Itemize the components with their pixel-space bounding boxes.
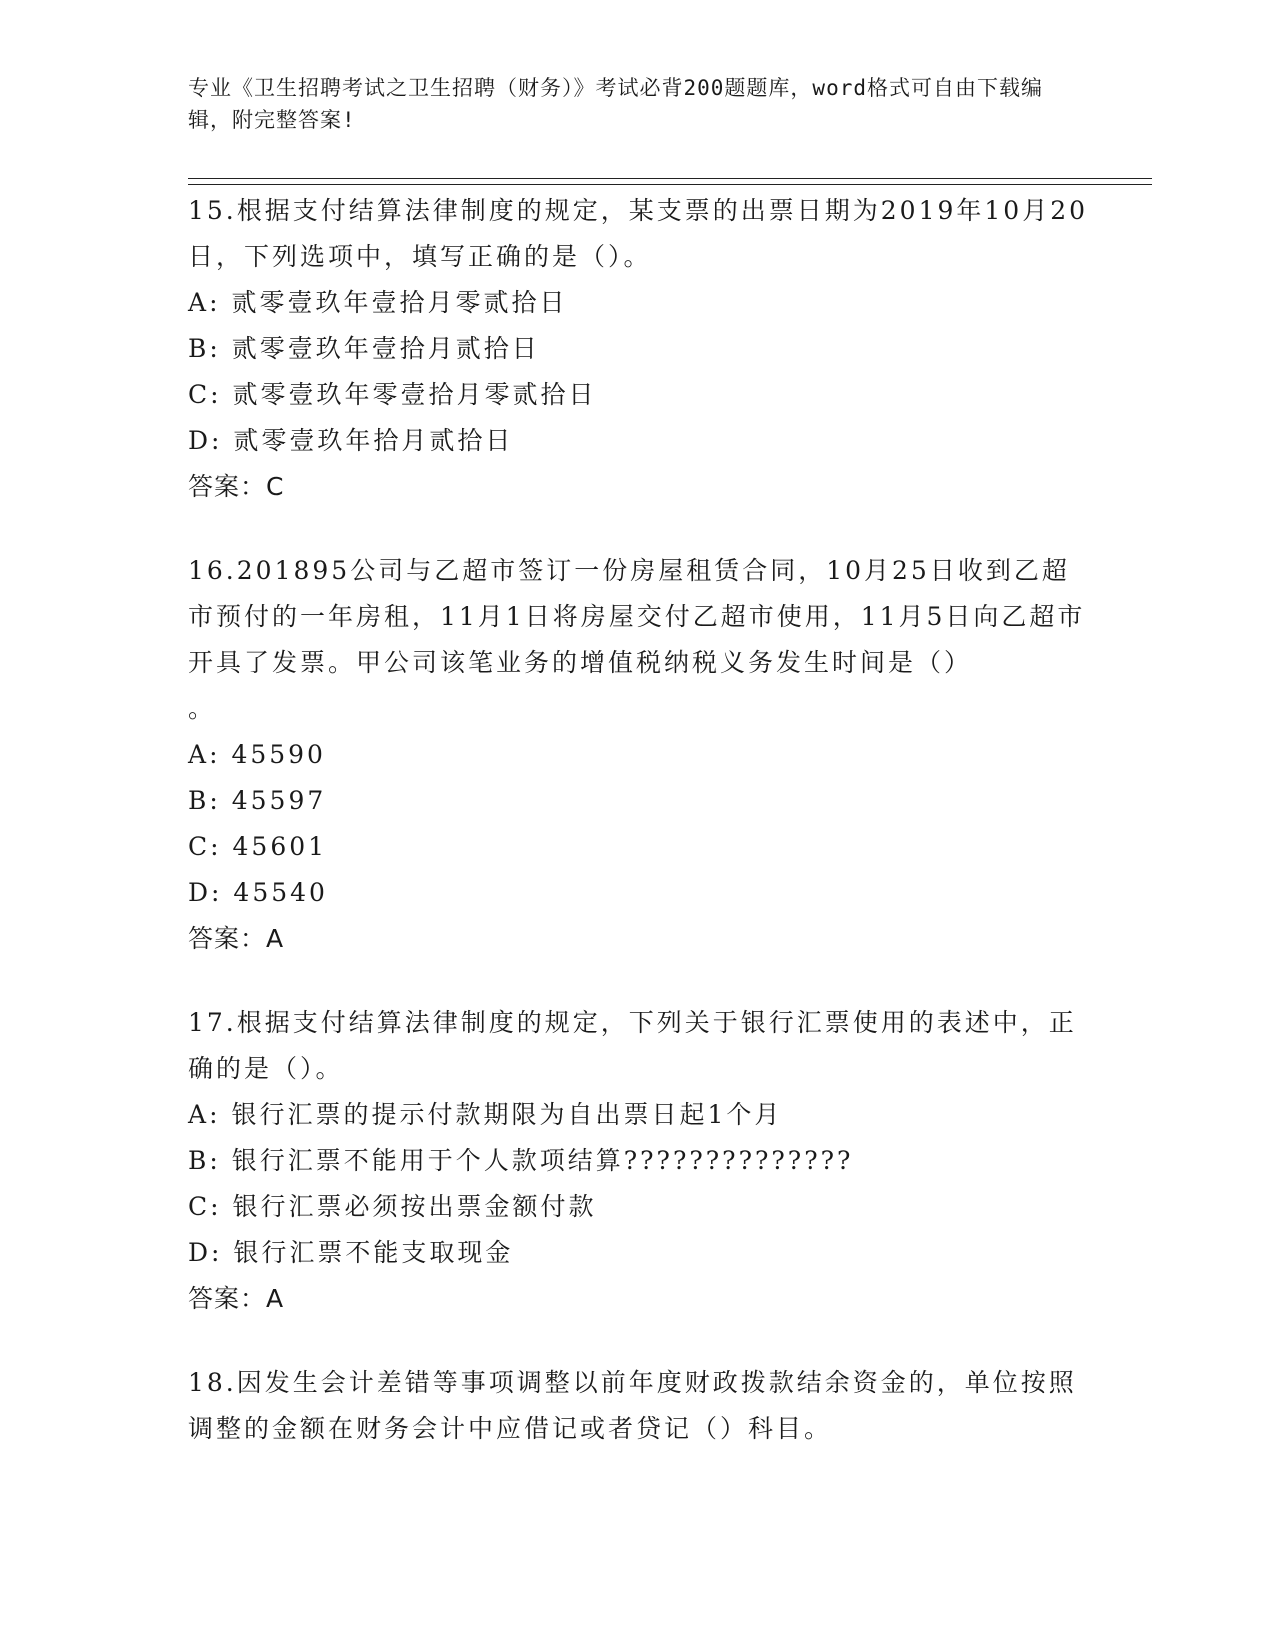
option-b: B: 银行汇票不能用于个人款项结算?????????????? [188,1146,854,1175]
option-c: C: 贰零壹玖年零壹拾月零贰拾日 [188,380,597,409]
option-c: C: 银行汇票必须按出票金额付款 [188,1192,597,1221]
option-b: B: 45597 [188,786,327,815]
question-17 [188,1000,1088,1322]
answer: 答案：A [188,1284,285,1313]
answer: 答案：C [188,472,285,501]
header-divider-top [188,178,1152,179]
question-title: 15.根据支付结算法律制度的规定，某支票的出票日期为2019年10月20日，下列选项中，填写正确的是（）。 [188,196,1089,271]
option-a: A: 45590 [188,740,326,769]
document-header: 专业《卫生招聘考试之卫生招聘（财务）》考试必背200题题库，word格式可自由下载编辑，附完整答案! [188,76,1043,132]
option-b: B: 贰零壹玖年壹拾月贰拾日 [188,334,540,363]
option-a: A: 银行汇票的提示付款期限为自出票日起1个月 [188,1100,783,1129]
option-a: A: 贰零壹玖年壹拾月零贰拾日 [188,288,568,317]
question-title: 17.根据支付结算法律制度的规定，下列关于银行汇票使用的表述中，正确的是（）。 [188,1008,1077,1083]
option-d: D: 贰零壹玖年拾月贰拾日 [188,426,514,455]
question-title: 16.201895公司与乙超市签订一份房屋租赁合同，10月25日收到乙超市预付的一年房租，11月1日将房屋交付乙超市使用，11月5日向乙超市开具了发票。甲公司该笔业务的增值税纳税义务发生时间是（） [188,556,1086,677]
question-list [188,188,1088,1490]
option-c: C: 45601 [188,832,328,861]
header-divider-bottom [188,184,1152,185]
option-d: D: 45540 [188,878,328,907]
question-18 [188,1360,1088,1452]
option-d: D: 银行汇票不能支取现金 [188,1238,514,1267]
answer: 答案：A [188,924,285,953]
question-title: 18.因发生会计差错等事项调整以前年度财政拨款结余资金的，单位按照调整的金额在财务会计中应借记或者贷记（）科目。 [188,1368,1077,1443]
question-16 [188,548,1088,962]
question-15 [188,188,1088,510]
question-title-tail: 。 [188,694,217,723]
